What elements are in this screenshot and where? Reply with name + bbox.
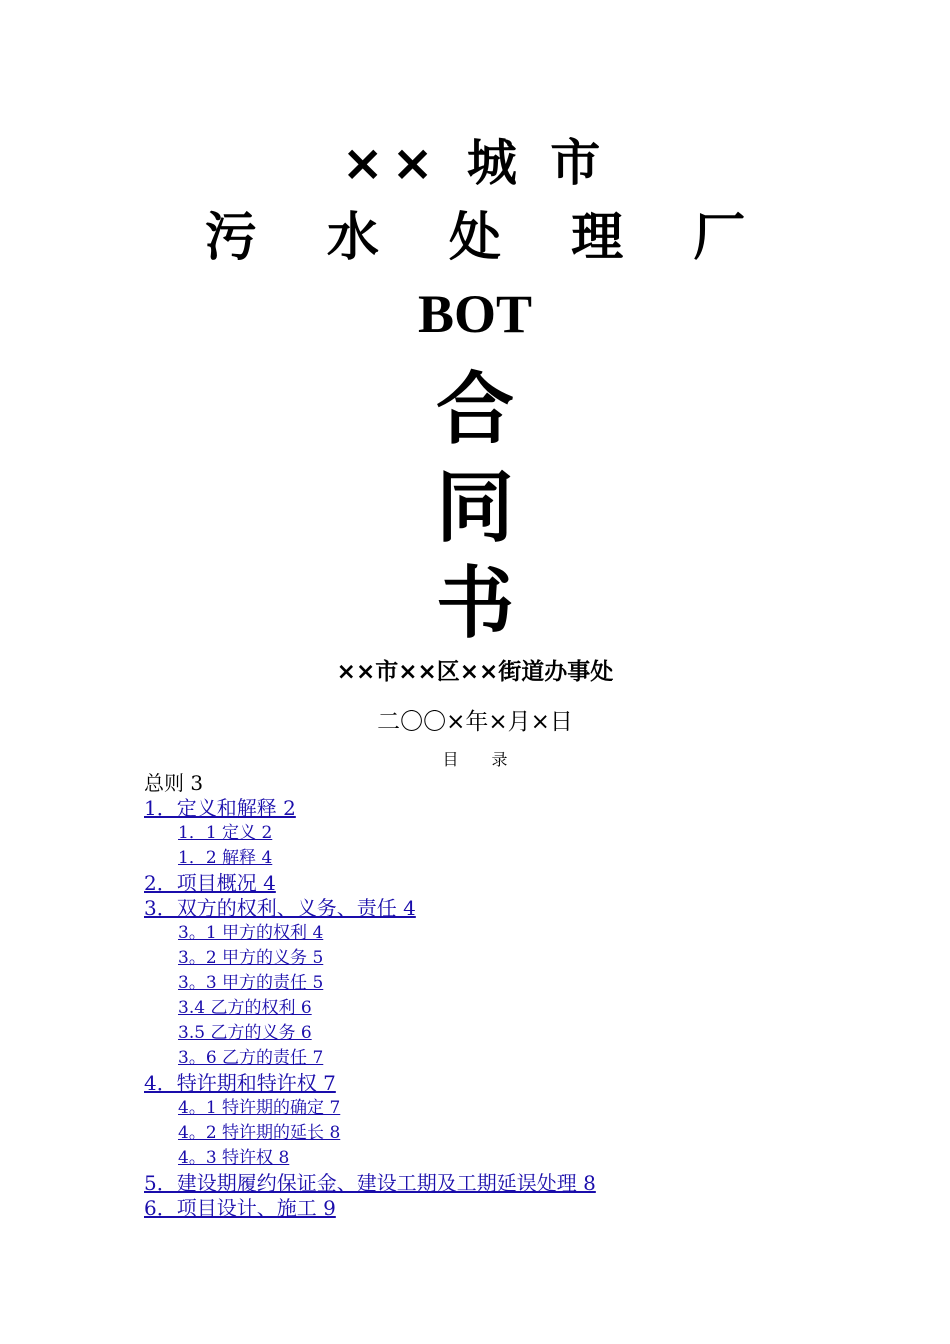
toc-link-4[interactable]: 4．特许期和特许权 7 bbox=[144, 1071, 336, 1095]
toc-link-5[interactable]: 5．建设期履约保证金、建设工期及工期延误处理 8 bbox=[144, 1171, 596, 1195]
cover-title-city: ×× 城 市 bbox=[341, 134, 609, 192]
toc-link-3-5[interactable]: 3.5 乙方的义务 6 bbox=[178, 1023, 312, 1043]
toc-link-1-1[interactable]: 1．1 定义 2 bbox=[178, 823, 273, 843]
cover-title-char-he: 合 bbox=[435, 365, 514, 455]
toc-link-1[interactable]: 1．定义和解释 2 bbox=[144, 796, 296, 820]
toc-link-1-2[interactable]: 1．2 解释 4 bbox=[178, 848, 273, 868]
toc-link-4-1[interactable]: 4。1 特许期的确定 7 bbox=[178, 1098, 341, 1118]
toc-link-3-1[interactable]: 3。1 甲方的权利 4 bbox=[178, 923, 324, 943]
toc-link-2[interactable]: 2．项目概况 4 bbox=[144, 871, 276, 895]
toc-heading: 目 录 bbox=[442, 750, 522, 769]
table-of-contents bbox=[144, 771, 904, 1221]
toc-link-4-3[interactable]: 4。3 特许权 8 bbox=[178, 1148, 290, 1168]
toc-link-3-6[interactable]: 3。6 乙方的责任 7 bbox=[178, 1048, 324, 1068]
toc-link-3-3[interactable]: 3。3 甲方的责任 5 bbox=[178, 973, 324, 993]
toc-link-6[interactable]: 6．项目设计、施工 9 bbox=[144, 1196, 336, 1220]
cover-title-char-tong: 同 bbox=[435, 463, 514, 553]
cover-title-bot: BOT bbox=[417, 284, 533, 344]
cover-title-plant: 污 水 处 理 厂 bbox=[204, 208, 772, 268]
cover-title-char-shu: 书 bbox=[435, 559, 514, 649]
toc-entry-general: 总则 3 bbox=[144, 771, 204, 795]
cover-date: 二〇〇×年×月×日 bbox=[377, 709, 573, 735]
toc-link-3-2[interactable]: 3。2 甲方的义务 5 bbox=[178, 948, 324, 968]
toc-link-3[interactable]: 3．双方的权利、义务、责任 4 bbox=[144, 896, 416, 920]
toc-link-4-2[interactable]: 4。2 特许期的延长 8 bbox=[178, 1123, 341, 1143]
toc-link-3-4[interactable]: 3.4 乙方的权利 6 bbox=[178, 998, 312, 1018]
cover-issuer: ××市××区××街道办事处 bbox=[336, 659, 614, 685]
